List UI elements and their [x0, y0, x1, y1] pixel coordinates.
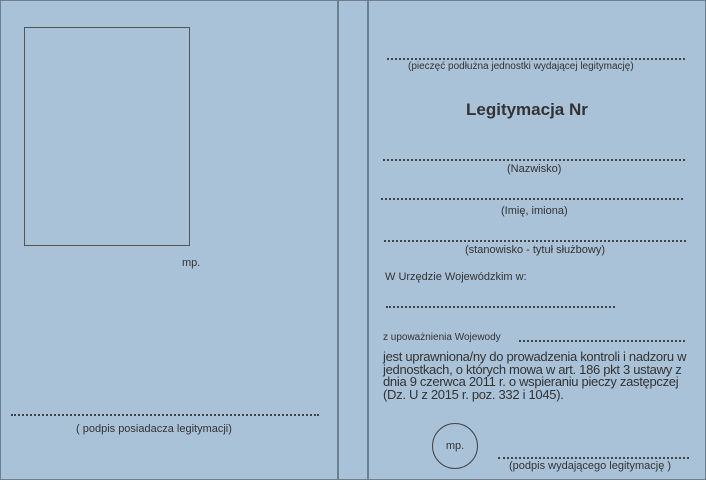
position-label: (stanowisko - tytuł służbowy): [465, 244, 605, 256]
stamp-line: [387, 58, 685, 60]
stamp-label: (pieczęć podłużna jednostki wydającej legitymację): [408, 61, 634, 72]
office-line: [386, 306, 615, 308]
photo-box: [24, 27, 190, 246]
holder-signature-label: ( podpis posiadacza legitymacji): [76, 423, 232, 435]
official-stamp-circle: [432, 423, 478, 469]
position-line: [384, 240, 686, 242]
card-spine: [338, 0, 368, 480]
authorization-line: [519, 340, 685, 342]
issuer-signature-line: [498, 457, 689, 459]
office-label: W Urzędzie Wojewódzkim w:: [385, 271, 527, 283]
stamp-mp-label: mp.: [445, 440, 465, 452]
document-title: Legitymacja Nr: [466, 100, 588, 119]
authorization-label: z upoważnienia Wojewody: [383, 332, 501, 343]
left-mp-label: mp.: [182, 257, 201, 269]
firstname-line: [381, 198, 683, 200]
authority-text: jest uprawniona/ny do prowadzenia kontroli i nadzoru w jednostkach, o których mowa w art. 186 pkt 3 ustawy z dnia 9 czerwca 2011 r. o wspieraniu pieczy zastępczej (Dz. U z 2015 r. poz. 332 i 1045).: [383, 349, 687, 402]
firstname-label: (Imię, imiona): [501, 205, 568, 217]
surname-label: (Nazwisko): [507, 163, 562, 175]
left-page: [0, 0, 338, 480]
surname-line: [383, 159, 685, 161]
holder-signature-line: [11, 414, 319, 416]
issuer-signature-label: (podpis wydającego legitymację ): [509, 460, 672, 472]
